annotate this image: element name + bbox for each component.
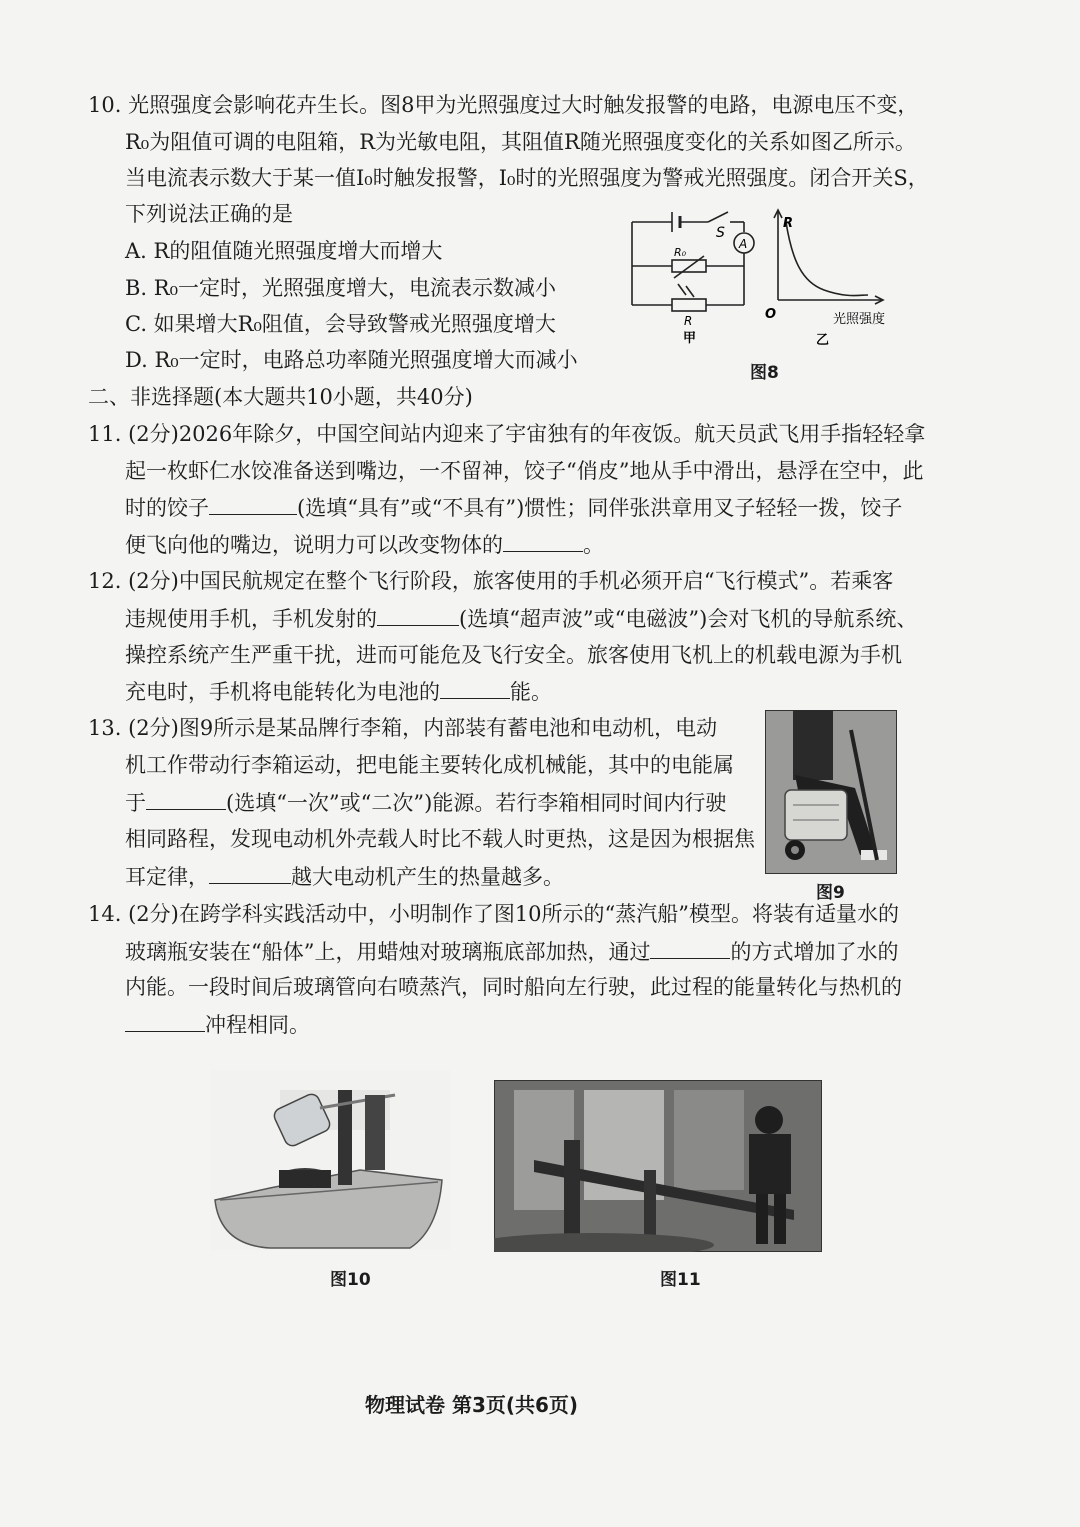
q12-line-4-text-b: 能。 — [510, 680, 552, 704]
q10-option-c: C. 如果增大R₀阻值，会导致警戒光照强度增大 — [125, 312, 556, 336]
q12-line-2-text-b: (选填“超声波”或“电磁波”)会对飞机的导航系统、 — [459, 607, 918, 631]
graph-x-axis-label: 光照强度 — [833, 312, 886, 327]
q14-line-2-text-b: 的方式增加了水的 — [730, 940, 899, 964]
q14-line-2 — [125, 936, 898, 967]
q13-line-2: 机工作带动行李箱运动，把电能主要转化成机械能，其中的电能属 — [125, 753, 734, 777]
q10-option-d: D. R₀一定时，电路总功率随光照强度增大而减小 — [125, 348, 578, 372]
q11-line-3-text-a: 时的饺子 — [125, 496, 209, 520]
q12-line-2-text-a: 违规使用手机，手机发射的 — [125, 607, 377, 631]
figure-9-luggage-photo — [765, 710, 897, 874]
figure-11-caption: 图11 — [660, 1270, 701, 1290]
q14-line-4-text-b: 冲程相同。 — [205, 1013, 310, 1037]
figure-11-photo — [494, 1080, 822, 1252]
q13-line-4: 相同路程，发现电动机外壳载人时比不载人时更热，这是因为根据焦 — [125, 827, 755, 851]
q11-line-1: 11. (2分)2026年除夕，中国空间站内迎来了宇宙独有的年夜饭。航天员武飞用手指轻轻拿 — [88, 422, 926, 446]
yi-label: 乙 — [816, 333, 830, 348]
q12-line-2 — [125, 603, 917, 634]
r-label: R — [684, 314, 693, 328]
q12-line-4 — [125, 676, 552, 707]
q13-line-5-text-a: 耳定律， — [125, 865, 209, 889]
r0-label: R₀ — [674, 246, 687, 259]
q10-line-2: R₀为阻值可调的电阻箱，R为光敏电阻，其阻值R随光照强度变化的关系如图乙所示。 — [125, 130, 916, 154]
q10-option-b: B. R₀一定时，光照强度增大，电流表示数减小 — [125, 276, 557, 300]
q11-answer-blank-1[interactable] — [209, 492, 297, 515]
q14-line-3: 内能。一段时间后玻璃管向右喷蒸汽，同时船向左行驶，此过程的能量转化与热机的 — [125, 975, 902, 999]
q11-answer-blank-2[interactable] — [503, 529, 583, 552]
q12-line-3: 操控系统产生严重干扰，进而可能危及飞行安全。旅客使用飞机上的机载电源为手机 — [125, 643, 902, 667]
figure-10-caption: 图10 — [330, 1270, 371, 1290]
q10-option-a: A. R的阻值随光照强度增大而增大 — [125, 239, 443, 263]
q13-answer-blank-2[interactable] — [209, 861, 291, 884]
q14-answer-blank-1[interactable] — [650, 936, 730, 959]
q10-line-4: 下列说法正确的是 — [125, 202, 293, 226]
switch-label: S — [716, 225, 725, 241]
graph-origin-label: O — [765, 307, 777, 322]
q12-answer-blank-1[interactable] — [377, 603, 459, 626]
q12-line-1: 12. (2分)中国民航规定在整个飞行阶段，旅客使用的手机必须开启“飞行模式”。若乘客 — [88, 569, 894, 593]
q11-line-4 — [125, 529, 604, 560]
q12-answer-blank-2[interactable] — [440, 676, 510, 699]
q11-line-3-text-b: (选填“具有”或“不具有”)惯性；同伴张洪章用叉子轻轻一拨，饺子 — [297, 496, 903, 520]
q11-line-2: 起一枚虾仁水饺准备送到嘴边，一不留神，饺子“俏皮”地从手中滑出，悬浮在空中，此 — [125, 459, 924, 483]
q13-line-3-text-a: 于 — [125, 791, 146, 815]
q14-answer-blank-2[interactable] — [125, 1009, 205, 1032]
q13-line-5-text-b: 越大电动机产生的热量越多。 — [291, 865, 564, 889]
figure-9-caption: 图9 — [816, 883, 845, 903]
figure-10-steam-boat-photo — [210, 1070, 450, 1250]
q10-line-1: 10. 光照强度会影响花卉生长。图8甲为光照强度过大时触发报警的电路，电源电压不变， — [88, 93, 919, 117]
figure-8-caption: 图8 — [750, 363, 779, 383]
q10-line-3: 当电流表示数大于某一值I₀时触发报警，I₀时的光照强度为警戒光照强度。闭合开关S， — [125, 166, 929, 190]
q14-line-1: 14. (2分)在跨学科实践活动中，小明制作了图10所示的“蒸汽船”模型。将装有适量水的 — [88, 902, 900, 926]
q12-line-4-text-a: 充电时，手机将电能转化为电池的 — [125, 680, 440, 704]
circuit-diagram — [632, 212, 754, 311]
q14-line-4 — [125, 1009, 310, 1040]
q13-line-3 — [125, 787, 726, 818]
section-2-heading: 二、非选择题(本大题共10小题，共40分) — [88, 385, 473, 409]
q13-line-5 — [125, 861, 564, 892]
q13-line-1: 13. (2分)图9所示是某品牌行李箱，内部装有蓄电池和电动机，电动 — [88, 716, 718, 740]
q11-line-4-text-a: 便飞向他的嘴边，说明力可以改变物体的 — [125, 533, 503, 557]
q13-answer-blank-1[interactable] — [146, 787, 226, 810]
q14-line-2-text-a: 玻璃瓶安装在“船体”上，用蜡烛对玻璃瓶底部加热，通过 — [125, 940, 651, 964]
q11-line-4-text-b: 。 — [583, 533, 604, 557]
graph-y-axis-label: R — [783, 216, 794, 231]
jia-label: 甲 — [683, 331, 697, 346]
ammeter-label: A — [739, 237, 748, 251]
page-footer: 物理试卷 第3页(共6页) — [365, 1393, 579, 1417]
q11-line-3 — [125, 492, 902, 523]
q13-line-3-text-b: (选填“一次”或“二次”)能源。若行李箱相同时间内行驶 — [226, 791, 727, 815]
